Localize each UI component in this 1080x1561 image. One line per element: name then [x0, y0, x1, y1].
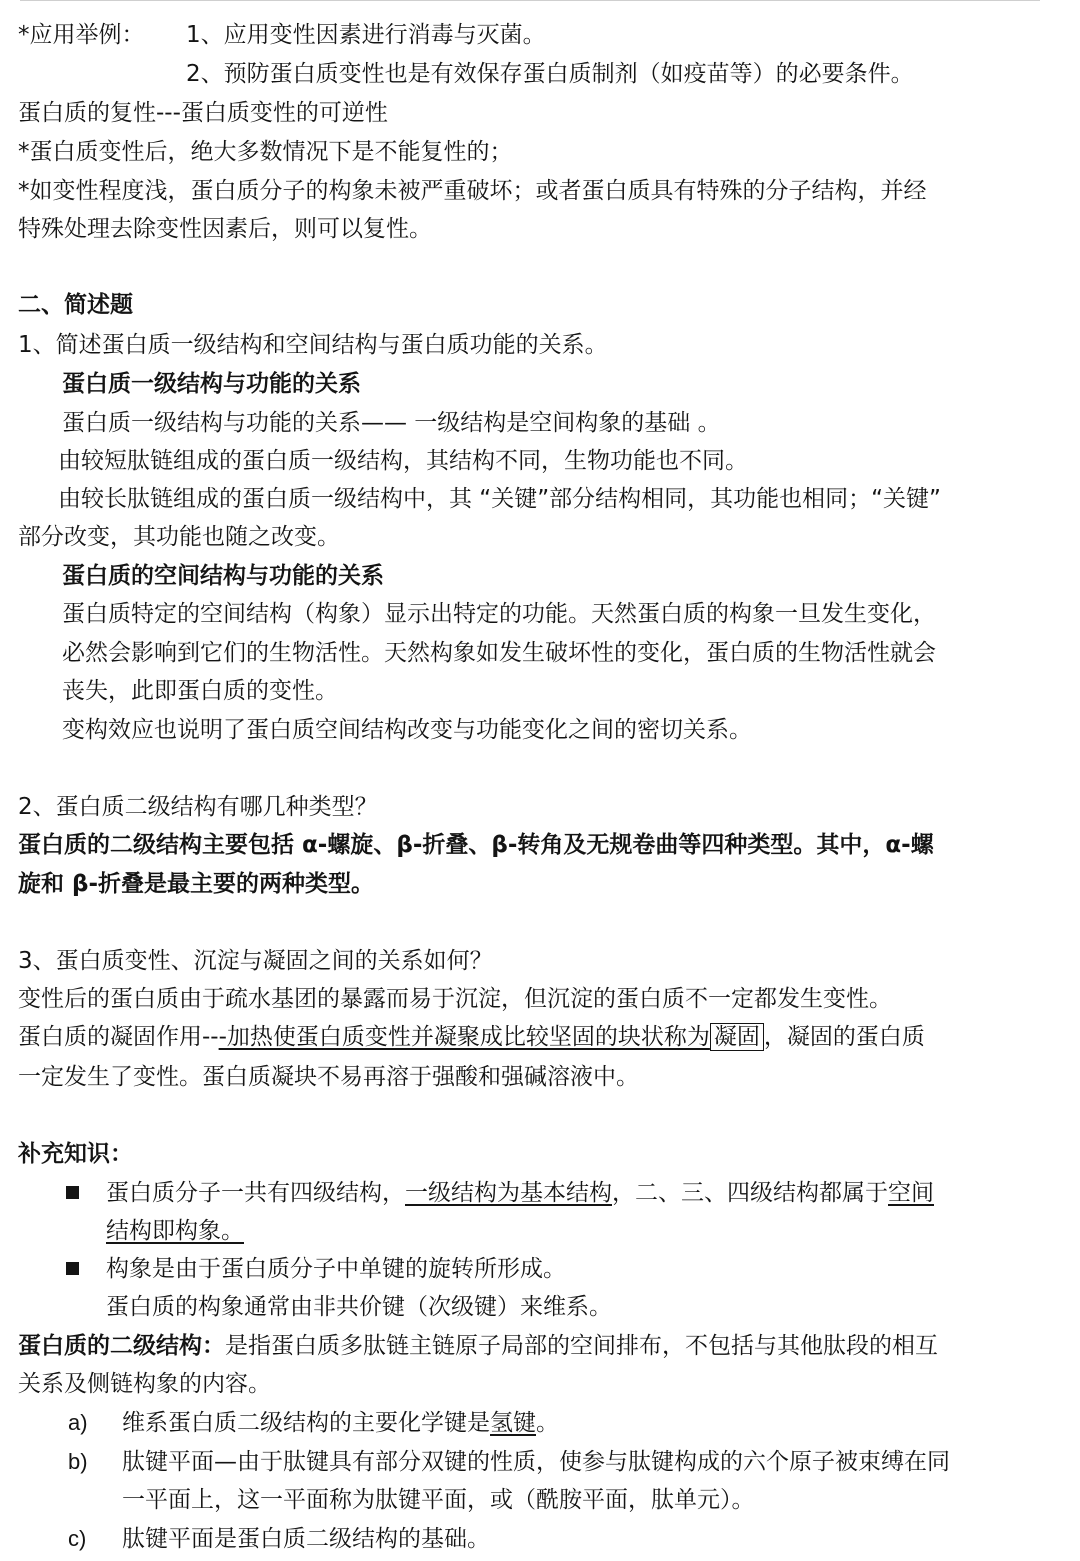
- q3-line-2-lead: 蛋白质的凝固作用--: [18, 1024, 219, 1050]
- q2-answer-line-1: 蛋白质的二级结构主要包括 α-螺旋、β-折叠、β-转角及无规卷曲等四种类型。其中，α-螺: [18, 832, 934, 858]
- list-label-b: b): [68, 1449, 88, 1474]
- renaturation-title: 蛋白质的复性---蛋白质变性的可逆性: [18, 100, 388, 126]
- q2-answer-line-2: 旋和 β-折叠是最主要的两种类型。: [18, 871, 375, 897]
- q3-boxed-term: 凝固: [710, 1023, 764, 1051]
- bullet-1-text-a: 蛋白质分子一共有四级结构，: [106, 1180, 405, 1206]
- section-heading: 二、简述题: [18, 292, 133, 318]
- q1-subheading-2: 蛋白质的空间结构与功能的关系: [62, 563, 384, 589]
- bullet-1-underlined-a: 一级结构为基本结构: [405, 1180, 612, 1206]
- q1-sub2-line-4: 变构效应也说明了蛋白质空间结构改变与功能变化之间的密切关系。: [62, 717, 752, 743]
- list-item-b-line-1: 肽键平面—由于肽键具有部分双键的性质，使参与肽键构成的六个原子被束缚在同: [122, 1449, 950, 1475]
- list-item-b-line-2: 一平面上，这一平面称为肽键平面，或（酰胺平面，肽单元）。: [122, 1487, 755, 1513]
- renaturation-point-2-line-1: *如变性程度浅，蛋白质分子的构象未被严重破坏；或者蛋白质具有特殊的分子结构，并经: [18, 178, 927, 204]
- list-item-c: 肽键平面是蛋白质二级结构的基础。: [122, 1526, 490, 1552]
- question-3: 3、蛋白质变性、沉淀与凝固之间的关系如何？: [18, 948, 493, 974]
- page-top-edge: [20, 0, 1040, 5]
- secondary-definition-text: 是指蛋白质多肽链主链原子局部的空间排布，不包括与其他肽段的相互: [225, 1333, 938, 1359]
- list-label-c: c): [68, 1526, 87, 1551]
- list-item-a: [122, 1408, 559, 1438]
- secondary-definition-line-2: 关系及侧链构象的内容。: [18, 1371, 271, 1397]
- item-a-key-term: 氢键: [490, 1410, 536, 1436]
- bullet-2-icon: [66, 1262, 79, 1275]
- question-2: 2、蛋白质二级结构有哪几种类型？: [18, 794, 378, 820]
- q3-line-2: [18, 1022, 925, 1052]
- q1-subheading-1: 蛋白质一级结构与功能的关系: [62, 371, 361, 397]
- item-a-text: 维系蛋白质二级结构的主要化学键是: [122, 1410, 490, 1436]
- q1-sub1-line-2: 由较短肽链组成的蛋白质一级结构，其结构不同，生物功能也不同。: [58, 448, 748, 474]
- question-1: 1、简述蛋白质一级结构和空间结构与蛋白质功能的关系。: [18, 332, 608, 358]
- application-item-2: 2、预防蛋白质变性也是有效保存蛋白质制剂（如疫苗等）的必要条件。: [186, 61, 914, 87]
- q1-sub2-line-3: 丧失，此即蛋白质的变性。: [62, 678, 338, 704]
- secondary-definition-line-1: [18, 1331, 938, 1361]
- q1-sub1-line-4: 部分改变，其功能也随之改变。: [18, 524, 340, 550]
- q3-underlined-definition: -加热使蛋白质变性并凝聚成比较坚固的块状称为: [218, 1024, 710, 1050]
- renaturation-point-2-line-2: 特殊处理去除变性因素后，则可以复性。: [18, 216, 432, 242]
- supplement-bullet-2-line-2: 蛋白质的构象通常由非共价键（次级键）来维系。: [106, 1294, 612, 1320]
- secondary-term: 蛋白质的二级结构：: [18, 1333, 225, 1359]
- supplement-heading: 补充知识：: [18, 1141, 133, 1167]
- supplement-bullet-2-line-1: 构象是由于蛋白质分子中单键的旋转所形成。: [106, 1256, 566, 1282]
- q3-line-3: 一定发生了变性。蛋白质凝块不易再溶于强酸和强碱溶液中。: [18, 1064, 639, 1090]
- list-label-a: a): [68, 1410, 88, 1435]
- supplement-bullet-1-line-1: [106, 1178, 934, 1208]
- bullet-1-text-b: ，二、三、四级结构都属于: [612, 1180, 888, 1206]
- item-a-end: 。: [536, 1410, 559, 1436]
- q1-sub1-line-1: 蛋白质一级结构与功能的关系—— 一级结构是空间构象的基础 。: [62, 410, 721, 436]
- q1-sub1-line-3: 由较长肽链组成的蛋白质一级结构中，其 “关键”部分结构相同，其功能也相同；“关键”: [58, 486, 941, 512]
- q1-sub2-line-1: 蛋白质特定的空间结构（构象）显示出特定的功能。天然蛋白质的构象一旦发生变化，: [62, 601, 936, 627]
- bullet-1-underlined-b: 空间: [888, 1180, 934, 1206]
- renaturation-point-1: *蛋白质变性后，绝大多数情况下是不能复性的；: [18, 139, 513, 165]
- supplement-bullet-1-line-2: 结构即构象。: [106, 1218, 244, 1244]
- bullet-1-icon: [66, 1186, 79, 1199]
- q1-sub2-line-2: 必然会影响到它们的生物活性。天然构象如发生破坏性的变化，蛋白质的生物活性就会: [62, 640, 936, 666]
- q3-line-1: 变性后的蛋白质由于疏水基团的暴露而易于沉淀，但沉淀的蛋白质不一定都发生变性。: [18, 986, 892, 1012]
- q3-line-2-tail: ，凝固的蛋白质: [763, 1024, 925, 1050]
- application-label: *应用举例：: [18, 22, 145, 48]
- application-item-1: 1、应用变性因素进行消毒与灭菌。: [186, 22, 546, 48]
